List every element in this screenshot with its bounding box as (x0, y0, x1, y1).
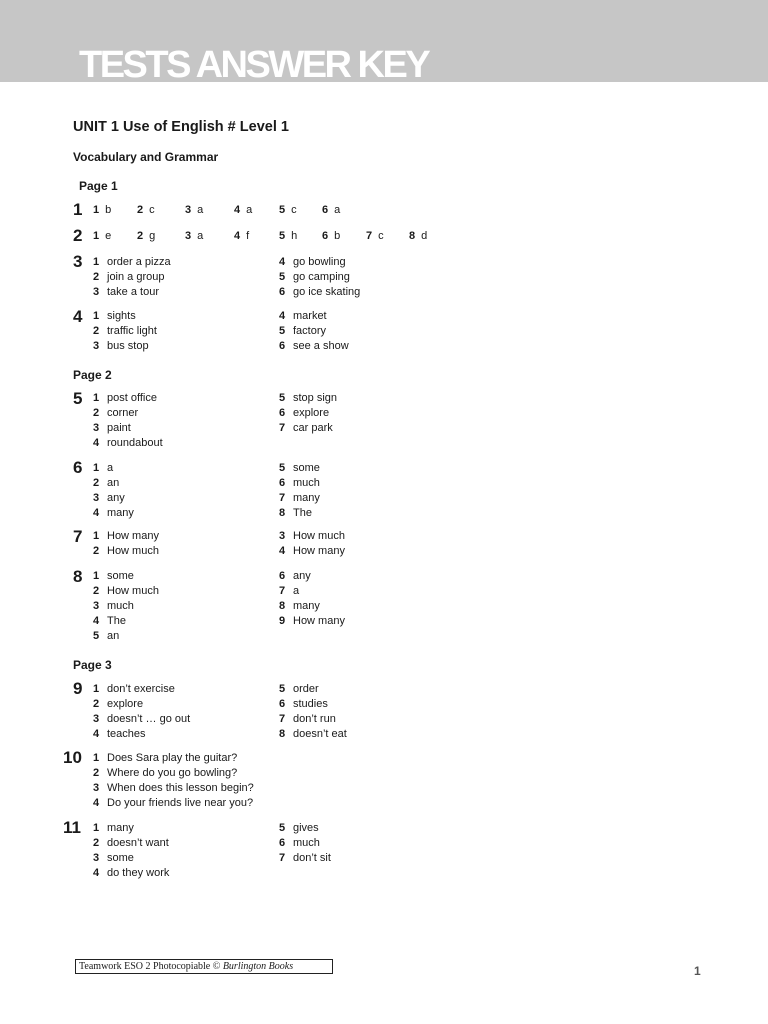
item-answer: a (197, 204, 204, 216)
item-answer: How much (107, 585, 159, 597)
item-number: 3 (93, 600, 100, 612)
answer-item (93, 728, 146, 741)
answer-row (93, 230, 453, 243)
item-answer: order a pizza (107, 256, 171, 268)
page-title: TESTS ANSWER KEY (79, 44, 429, 86)
answer-item (234, 204, 252, 217)
item-number: 4 (93, 797, 100, 809)
item-answer: traffic light (107, 325, 157, 337)
answer-item (93, 683, 175, 696)
item-answer: Where do you go bowling? (107, 767, 238, 779)
item-answer: many (107, 822, 134, 834)
item-answer: much (293, 837, 320, 849)
page-label-1: Page 1 (79, 179, 118, 193)
item-answer: market (293, 310, 327, 322)
item-answer: any (293, 570, 311, 582)
item-answer: studies (293, 698, 328, 710)
item-number: 7 (279, 492, 286, 504)
answer-item (279, 407, 329, 420)
item-answer: much (107, 600, 134, 612)
answer-item (279, 713, 336, 726)
answer-item (93, 325, 157, 338)
item-answer: explore (293, 407, 330, 419)
item-number: 7 (279, 422, 286, 434)
item-number: 3 (93, 713, 100, 725)
answer-item (93, 462, 113, 475)
item-number: 1 (93, 392, 100, 404)
answer-item (93, 407, 138, 420)
answer-item (93, 585, 159, 598)
item-number: 8 (279, 600, 286, 612)
answer-item (93, 797, 253, 810)
answer-item (279, 422, 333, 435)
item-number: 6 (279, 340, 286, 352)
item-answer: doesn’t want (107, 837, 169, 849)
answer-item (279, 325, 326, 338)
answer-item (279, 392, 337, 405)
item-answer: h (291, 230, 298, 242)
question-number: 8 (73, 567, 83, 586)
page-number: 1 (694, 964, 701, 978)
item-number: 2 (137, 230, 144, 242)
answer-item (93, 867, 169, 880)
answer-item (279, 286, 360, 299)
answer-item (322, 230, 340, 243)
answer-item (93, 837, 169, 850)
item-number: 1 (93, 310, 100, 322)
item-number: 3 (279, 530, 286, 542)
item-answer: c (291, 204, 297, 216)
item-answer: The (107, 615, 126, 627)
item-answer: car park (293, 422, 333, 434)
answer-row (93, 204, 393, 217)
item-answer: How many (293, 615, 345, 627)
item-answer: don’t run (293, 713, 336, 725)
answer-item (185, 230, 203, 243)
item-number: 1 (93, 683, 100, 695)
item-number: 2 (93, 545, 100, 557)
answer-item (93, 698, 143, 711)
item-number: 3 (185, 230, 192, 242)
question-number: 11 (63, 818, 81, 837)
section-title: Vocabulary and Grammar (73, 150, 219, 164)
item-number: 6 (279, 477, 286, 489)
item-number: 3 (93, 852, 100, 864)
item-number: 3 (93, 340, 100, 352)
question-number: 7 (73, 527, 83, 546)
answer-item (279, 230, 297, 243)
item-answer: teaches (107, 728, 146, 740)
item-number: 5 (279, 230, 286, 242)
answer-item (279, 600, 320, 613)
item-answer: don’t exercise (107, 683, 175, 695)
item-answer: do they work (107, 867, 170, 879)
item-number: 5 (279, 325, 286, 337)
item-answer: a (107, 462, 114, 474)
answer-item (93, 256, 171, 269)
item-number: 2 (137, 204, 144, 216)
item-number: 4 (93, 728, 100, 740)
question-number: 1 (73, 200, 83, 219)
question-number: 4 (73, 307, 83, 326)
item-answer: c (149, 204, 155, 216)
item-answer: some (107, 852, 134, 864)
item-number: 5 (279, 462, 286, 474)
item-number: 3 (93, 422, 100, 434)
item-number: 7 (366, 230, 373, 242)
item-answer: much (293, 477, 320, 489)
item-number: 4 (93, 615, 100, 627)
answer-item (93, 340, 149, 353)
item-number: 2 (93, 477, 100, 489)
item-answer: some (107, 570, 134, 582)
item-answer: factory (293, 325, 327, 337)
question-number: 2 (73, 226, 83, 245)
item-answer: go bowling (293, 256, 346, 268)
item-answer: stop sign (293, 392, 338, 404)
item-number: 3 (185, 204, 192, 216)
answer-item (93, 492, 125, 505)
answer-item (93, 822, 134, 835)
item-number: 3 (93, 286, 100, 298)
item-answer: roundabout (107, 437, 163, 449)
item-number: 7 (279, 713, 286, 725)
item-number: 5 (279, 822, 286, 834)
item-number: 6 (322, 204, 329, 216)
answer-item (279, 492, 320, 505)
item-answer: sights (107, 310, 136, 322)
answer-item (93, 615, 126, 628)
item-number: 2 (93, 837, 100, 849)
answer-item (279, 340, 349, 353)
answer-item (137, 230, 155, 243)
page-label-3: Page 3 (73, 658, 112, 672)
answer-item (137, 204, 155, 217)
item-number: 5 (93, 630, 100, 642)
item-answer: go ice skating (293, 286, 361, 298)
answer-item (93, 422, 131, 435)
question-number: 10 (63, 748, 82, 767)
answer-item (279, 530, 345, 543)
answer-item (279, 728, 347, 741)
item-number: 4 (93, 437, 100, 449)
item-answer: g (149, 230, 156, 242)
item-answer: an (107, 477, 120, 489)
item-answer: How much (107, 545, 159, 557)
question-number: 5 (73, 389, 83, 408)
item-number: 6 (279, 286, 286, 298)
answer-item (93, 530, 159, 543)
answer-item (279, 477, 320, 490)
item-number: 1 (93, 530, 100, 542)
question-number: 9 (73, 679, 83, 698)
item-answer: d (421, 230, 428, 242)
item-answer: doesn’t … go out (107, 713, 191, 725)
answer-item (93, 286, 159, 299)
item-answer: The (293, 507, 312, 519)
unit-title: UNIT 1 Use of English # Level 1 (73, 119, 289, 135)
item-number: 5 (279, 392, 286, 404)
item-answer: b (105, 204, 112, 216)
item-answer: an (107, 630, 120, 642)
item-answer: corner (107, 407, 139, 419)
answer-item (279, 310, 327, 323)
item-answer: a (293, 585, 300, 597)
item-answer: paint (107, 422, 131, 434)
item-number: 8 (279, 728, 286, 740)
answer-item (93, 852, 134, 865)
item-number: 6 (279, 837, 286, 849)
item-number: 2 (93, 767, 100, 779)
question-number: 6 (73, 458, 83, 477)
answer-item (93, 437, 163, 450)
item-answer: gives (293, 822, 319, 834)
publisher-name: Burlington Books (222, 961, 294, 972)
answer-item (279, 570, 311, 583)
answer-item (279, 683, 319, 696)
answer-item (185, 204, 203, 217)
answer-item (93, 713, 190, 726)
item-number: 1 (93, 230, 100, 242)
item-number: 9 (279, 615, 286, 627)
answer-item (279, 204, 297, 217)
answer-item (93, 310, 136, 323)
answer-item (93, 752, 237, 765)
answer-item (93, 392, 157, 405)
item-answer: bus stop (107, 340, 149, 352)
item-answer: How many (293, 545, 345, 557)
item-number: 4 (93, 867, 100, 879)
item-number: 1 (93, 204, 100, 216)
item-number: 6 (279, 698, 286, 710)
item-number: 1 (93, 822, 100, 834)
item-answer: go camping (293, 271, 350, 283)
item-number: 2 (93, 271, 100, 283)
item-answer: some (293, 462, 320, 474)
item-number: 1 (93, 752, 100, 764)
item-number: 4 (279, 310, 286, 322)
answer-item (234, 230, 249, 243)
item-number: 2 (93, 407, 100, 419)
answer-item (93, 271, 165, 284)
item-answer: How much (293, 530, 345, 542)
answer-item (93, 767, 237, 780)
question-number: 3 (73, 252, 83, 271)
item-answer: many (293, 600, 320, 612)
answer-item (93, 630, 119, 643)
item-answer: Do your friends live near you? (107, 797, 254, 809)
item-number: 1 (93, 256, 100, 268)
item-answer: Does Sara play the guitar? (107, 752, 238, 764)
item-number: 8 (409, 230, 416, 242)
item-answer: e (105, 230, 112, 242)
item-number: 8 (279, 507, 286, 519)
item-answer: c (378, 230, 384, 242)
item-answer: take a tour (107, 286, 159, 298)
item-number: 4 (93, 507, 100, 519)
footer-copyright: Teamwork ESO 2 Photocopiable © Burlington Books (75, 959, 333, 974)
item-answer: many (293, 492, 320, 504)
item-number: 2 (93, 698, 100, 710)
item-answer: doesn’t eat (293, 728, 347, 740)
item-number: 6 (279, 570, 286, 582)
answer-item (93, 204, 111, 217)
item-number: 4 (234, 230, 241, 242)
answer-item (366, 230, 384, 243)
item-answer: a (334, 204, 341, 216)
answer-item (279, 545, 345, 558)
answer-item (279, 507, 312, 520)
item-number: 3 (93, 782, 100, 794)
item-number: 5 (279, 683, 286, 695)
answer-item (322, 204, 340, 217)
item-number: 6 (322, 230, 329, 242)
answer-item (93, 600, 134, 613)
item-answer: post office (107, 392, 157, 404)
item-answer: order (293, 683, 319, 695)
answer-item (279, 462, 320, 475)
answer-item (279, 698, 328, 711)
item-answer: a (246, 204, 253, 216)
item-answer: f (246, 230, 250, 242)
answer-item (279, 271, 350, 284)
item-answer: explore (107, 698, 144, 710)
item-number: 5 (279, 271, 286, 283)
answer-item (279, 837, 320, 850)
answer-item (279, 585, 299, 598)
answer-item (93, 477, 119, 490)
item-number: 2 (93, 325, 100, 337)
item-answer: join a group (107, 271, 165, 283)
answer-item (279, 256, 346, 269)
item-number: 7 (279, 585, 286, 597)
answer-item (279, 822, 319, 835)
item-number: 4 (234, 204, 241, 216)
item-answer: a (197, 230, 204, 242)
item-number: 3 (93, 492, 100, 504)
item-number: 6 (279, 407, 286, 419)
item-answer: see a show (293, 340, 349, 352)
item-answer: any (107, 492, 125, 504)
item-answer: many (107, 507, 134, 519)
item-number: 4 (279, 545, 286, 557)
item-number: 7 (279, 852, 286, 864)
page-label-2: Page 2 (73, 368, 112, 382)
item-answer: don’t sit (293, 852, 331, 864)
answer-item (279, 615, 345, 628)
item-number: 5 (279, 204, 286, 216)
answer-item (279, 852, 331, 865)
item-number: 1 (93, 462, 100, 474)
item-number: 2 (93, 585, 100, 597)
answer-item (93, 545, 159, 558)
answer-item (93, 782, 254, 795)
answer-item (409, 230, 427, 243)
item-number: 1 (93, 570, 100, 582)
item-number: 4 (279, 256, 286, 268)
item-answer: How many (107, 530, 159, 542)
answer-item (93, 230, 111, 243)
answer-item (93, 570, 134, 583)
answer-item (93, 507, 134, 520)
item-answer: When does this lesson begin? (107, 782, 254, 794)
item-answer: b (334, 230, 341, 242)
